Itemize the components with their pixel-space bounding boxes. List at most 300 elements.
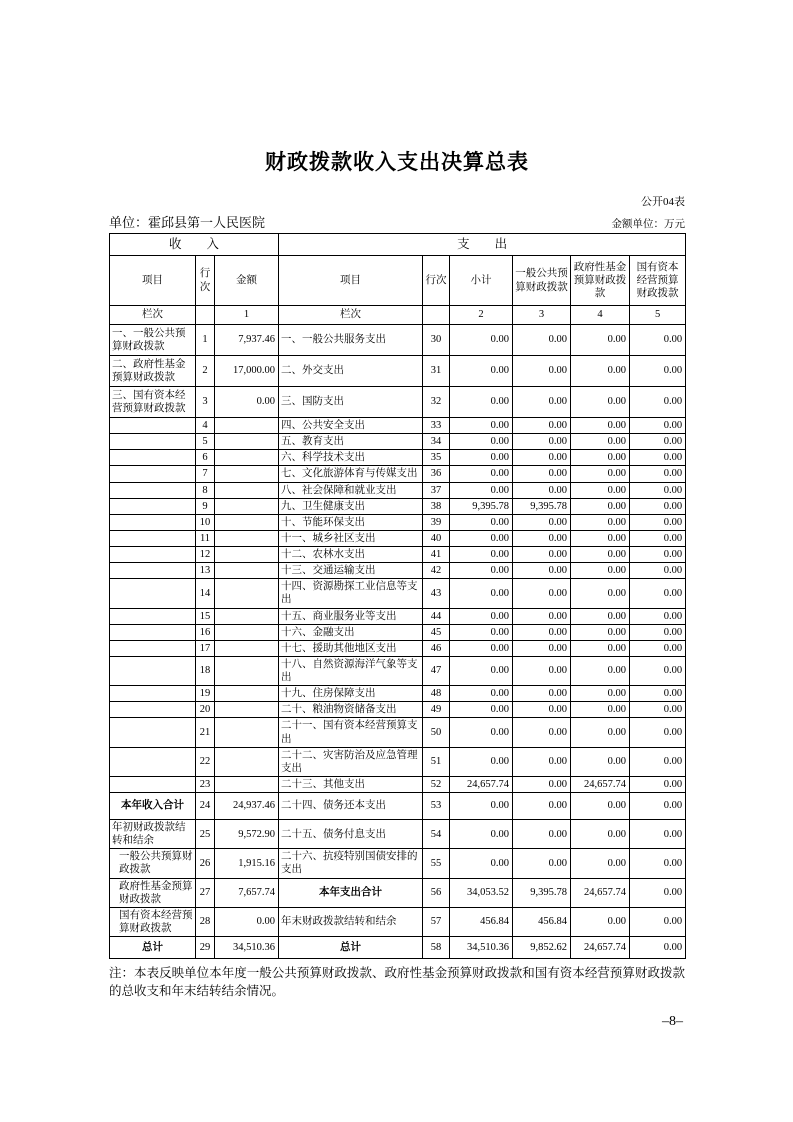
exp-row-cell: 37 xyxy=(423,482,450,498)
general-cell: 0.00 xyxy=(513,563,571,579)
exp-row-cell: 51 xyxy=(423,747,450,776)
subtotal-cell: 34,053.52 xyxy=(450,878,513,907)
income-amount-cell: 9,572.90 xyxy=(215,820,279,849)
capital-cell: 0.00 xyxy=(630,907,686,936)
capital-cell: 0.00 xyxy=(630,418,686,434)
income-item-cell xyxy=(110,718,196,747)
income-amount-cell xyxy=(215,656,279,685)
capital-cell: 0.00 xyxy=(630,466,686,482)
general-cell: 0.00 xyxy=(513,820,571,849)
table-row xyxy=(110,514,686,530)
income-item-cell xyxy=(110,547,196,563)
income-item-cell xyxy=(110,608,196,624)
exp-row-cell: 36 xyxy=(423,466,450,482)
exp-item-cell: 二十一、国有资本经营预算支出 xyxy=(279,718,423,747)
income-amount-cell: 7,657.74 xyxy=(215,878,279,907)
income-amount-cell: 34,510.36 xyxy=(215,937,279,959)
index-col-5: 5 xyxy=(630,306,686,325)
fund-cell: 0.00 xyxy=(571,640,630,656)
exp-row-cell: 44 xyxy=(423,608,450,624)
subtotal-cell: 0.00 xyxy=(450,624,513,640)
income-amount-cell xyxy=(215,608,279,624)
exp-row-cell: 52 xyxy=(423,776,450,792)
form-code-label: 公开04表 xyxy=(641,196,685,208)
income-row-cell: 4 xyxy=(196,418,215,434)
income-amount-cell: 24,937.46 xyxy=(215,793,279,820)
table-row xyxy=(110,793,686,820)
index-spacer xyxy=(196,306,215,325)
index-col-4: 4 xyxy=(571,306,630,325)
capital-cell: 0.00 xyxy=(630,530,686,546)
exp-row-cell: 45 xyxy=(423,624,450,640)
general-cell: 0.00 xyxy=(513,418,571,434)
general-cell: 0.00 xyxy=(513,624,571,640)
fund-cell: 0.00 xyxy=(571,466,630,482)
income-item-cell xyxy=(110,563,196,579)
subtotal-cell: 0.00 xyxy=(450,325,513,356)
fund-cell: 0.00 xyxy=(571,387,630,418)
general-cell: 0.00 xyxy=(513,514,571,530)
income-item-cell xyxy=(110,656,196,685)
subtotal-cell: 0.00 xyxy=(450,434,513,450)
income-amount-cell xyxy=(215,702,279,718)
exp-row-cell: 33 xyxy=(423,418,450,434)
col-header-general-budget: 一般公共预算财政拨款 xyxy=(513,256,571,306)
subtotal-cell: 0.00 xyxy=(450,702,513,718)
income-amount-cell xyxy=(215,498,279,514)
fund-cell: 0.00 xyxy=(571,702,630,718)
income-amount-cell xyxy=(215,466,279,482)
table-row xyxy=(110,747,686,776)
income-row-cell: 8 xyxy=(196,482,215,498)
income-item-cell xyxy=(110,624,196,640)
income-row-cell: 13 xyxy=(196,563,215,579)
fund-cell: 0.00 xyxy=(571,530,630,546)
col-header-income-item: 项目 xyxy=(110,256,196,306)
income-item-cell xyxy=(110,466,196,482)
general-cell: 9,395.78 xyxy=(513,878,571,907)
general-cell: 456.84 xyxy=(513,907,571,936)
income-amount-cell xyxy=(215,547,279,563)
income-item-cell xyxy=(110,747,196,776)
subtotal-cell: 0.00 xyxy=(450,718,513,747)
capital-cell: 0.00 xyxy=(630,686,686,702)
exp-item-cell: 二十六、抗疫特别国债安排的支出 xyxy=(279,849,423,878)
income-row-cell: 27 xyxy=(196,878,215,907)
capital-cell: 0.00 xyxy=(630,702,686,718)
exp-item-cell: 十五、商业服务业等支出 xyxy=(279,608,423,624)
capital-cell: 0.00 xyxy=(630,514,686,530)
subtotal-cell: 0.00 xyxy=(450,466,513,482)
income-index-label: 栏次 xyxy=(110,306,196,325)
table-row xyxy=(110,387,686,418)
table-row xyxy=(110,418,686,434)
exp-item-cell: 十八、自然资源海洋气象等支出 xyxy=(279,656,423,685)
income-row-cell: 25 xyxy=(196,820,215,849)
fund-cell: 0.00 xyxy=(571,563,630,579)
income-item-cell: 总计 xyxy=(110,937,196,959)
exp-item-cell: 八、社会保障和就业支出 xyxy=(279,482,423,498)
fund-cell: 0.00 xyxy=(571,450,630,466)
table-row xyxy=(110,820,686,849)
capital-cell: 0.00 xyxy=(630,387,686,418)
table-row xyxy=(110,498,686,514)
capital-cell: 0.00 xyxy=(630,640,686,656)
document-sheet xyxy=(109,0,685,1030)
exp-row-cell: 57 xyxy=(423,907,450,936)
exp-row-cell: 39 xyxy=(423,514,450,530)
general-cell: 0.00 xyxy=(513,356,571,387)
income-amount-cell xyxy=(215,624,279,640)
exp-row-cell: 47 xyxy=(423,656,450,685)
subtotal-cell: 0.00 xyxy=(450,686,513,702)
subtotal-cell: 0.00 xyxy=(450,547,513,563)
income-row-cell: 29 xyxy=(196,937,215,959)
income-row-cell: 5 xyxy=(196,434,215,450)
income-row-cell: 11 xyxy=(196,530,215,546)
table-row xyxy=(110,579,686,608)
capital-cell: 0.00 xyxy=(630,624,686,640)
table-row xyxy=(110,686,686,702)
table-row xyxy=(110,466,686,482)
fund-cell: 0.00 xyxy=(571,656,630,685)
general-cell: 0.00 xyxy=(513,656,571,685)
exp-item-cell: 六、科学技术支出 xyxy=(279,450,423,466)
income-row-cell: 9 xyxy=(196,498,215,514)
income-row-cell: 22 xyxy=(196,747,215,776)
table-row xyxy=(110,325,686,356)
exp-item-cell: 五、教育支出 xyxy=(279,434,423,450)
index-col-1: 1 xyxy=(215,306,279,325)
fund-cell: 0.00 xyxy=(571,718,630,747)
table-row xyxy=(110,530,686,546)
exp-row-cell: 56 xyxy=(423,878,450,907)
income-row-cell: 20 xyxy=(196,702,215,718)
fund-cell: 0.00 xyxy=(571,418,630,434)
fund-cell: 0.00 xyxy=(571,793,630,820)
subtotal-cell: 0.00 xyxy=(450,450,513,466)
income-item-cell xyxy=(110,434,196,450)
exp-row-cell: 48 xyxy=(423,686,450,702)
general-cell: 0.00 xyxy=(513,608,571,624)
subtotal-cell: 0.00 xyxy=(450,530,513,546)
fund-cell: 0.00 xyxy=(571,686,630,702)
income-item-cell xyxy=(110,450,196,466)
capital-cell: 0.00 xyxy=(630,793,686,820)
exp-row-cell: 34 xyxy=(423,434,450,450)
table-row xyxy=(110,356,686,387)
exp-row-cell: 35 xyxy=(423,450,450,466)
income-amount-cell xyxy=(215,747,279,776)
index-col-2: 2 xyxy=(450,306,513,325)
col-header-income-amount: 金额 xyxy=(215,256,279,306)
exp-item-cell: 十六、金融支出 xyxy=(279,624,423,640)
exp-item-cell: 十九、住房保障支出 xyxy=(279,686,423,702)
exp-row-cell: 53 xyxy=(423,793,450,820)
capital-cell: 0.00 xyxy=(630,325,686,356)
income-item-cell: 本年收入合计 xyxy=(110,793,196,820)
fund-cell: 0.00 xyxy=(571,498,630,514)
capital-cell: 0.00 xyxy=(630,579,686,608)
income-row-cell: 15 xyxy=(196,608,215,624)
income-row-cell: 7 xyxy=(196,466,215,482)
general-cell: 0.00 xyxy=(513,702,571,718)
subtotal-cell: 0.00 xyxy=(450,418,513,434)
income-item-cell xyxy=(110,686,196,702)
general-cell: 9,395.78 xyxy=(513,498,571,514)
index-col-3: 3 xyxy=(513,306,571,325)
subtotal-cell: 24,657.74 xyxy=(450,776,513,792)
meta-row xyxy=(109,212,685,231)
fund-cell: 24,657.74 xyxy=(571,878,630,907)
exp-item-cell: 四、公共安全支出 xyxy=(279,418,423,434)
income-item-cell xyxy=(110,530,196,546)
exp-row-cell: 30 xyxy=(423,325,450,356)
income-row-cell: 1 xyxy=(196,325,215,356)
col-header-state-capital: 国有资本经营预算财政拨款 xyxy=(630,256,686,306)
income-row-cell: 26 xyxy=(196,849,215,878)
exp-row-cell: 38 xyxy=(423,498,450,514)
income-row-cell: 16 xyxy=(196,624,215,640)
section-header-row xyxy=(110,234,686,256)
exp-item-cell: 二十四、债务还本支出 xyxy=(279,793,423,820)
subtotal-cell: 9,395.78 xyxy=(450,498,513,514)
general-cell: 0.00 xyxy=(513,747,571,776)
income-amount-cell xyxy=(215,418,279,434)
capital-cell: 0.00 xyxy=(630,498,686,514)
exp-item-cell: 十、节能环保支出 xyxy=(279,514,423,530)
table-row xyxy=(110,547,686,563)
table-row xyxy=(110,563,686,579)
capital-cell: 0.00 xyxy=(630,563,686,579)
exp-row-cell: 58 xyxy=(423,937,450,959)
col-header-gov-fund: 政府性基金预算财政拨款 xyxy=(571,256,630,306)
general-cell: 0.00 xyxy=(513,482,571,498)
income-row-cell: 12 xyxy=(196,547,215,563)
column-index-row xyxy=(110,306,686,325)
exp-row-cell: 50 xyxy=(423,718,450,747)
exp-item-cell: 二十五、债务付息支出 xyxy=(279,820,423,849)
exp-row-cell: 46 xyxy=(423,640,450,656)
table-row xyxy=(110,718,686,747)
table-row xyxy=(110,937,686,959)
fund-cell: 0.00 xyxy=(571,514,630,530)
exp-row-cell: 49 xyxy=(423,702,450,718)
general-cell: 0.00 xyxy=(513,718,571,747)
income-item-cell: 一、一般公共预算财政拨款 xyxy=(110,325,196,356)
col-header-income-row: 行次 xyxy=(196,256,215,306)
income-amount-cell xyxy=(215,450,279,466)
exp-item-cell: 十四、资源勘探工业信息等支出 xyxy=(279,579,423,608)
income-row-cell: 10 xyxy=(196,514,215,530)
income-amount-cell: 7,937.46 xyxy=(215,325,279,356)
income-amount-cell: 0.00 xyxy=(215,387,279,418)
income-amount-cell xyxy=(215,718,279,747)
exp-row-cell: 43 xyxy=(423,579,450,608)
col-header-subtotal: 小计 xyxy=(450,256,513,306)
capital-cell: 0.00 xyxy=(630,747,686,776)
general-cell: 0.00 xyxy=(513,686,571,702)
fund-cell: 0.00 xyxy=(571,849,630,878)
exp-item-cell: 二十、粮油物资储备支出 xyxy=(279,702,423,718)
col-header-exp-item: 项目 xyxy=(279,256,423,306)
fund-cell: 24,657.74 xyxy=(571,776,630,792)
table-row xyxy=(110,624,686,640)
fund-cell: 0.00 xyxy=(571,579,630,608)
income-item-cell: 一般公共预算财政拨款 xyxy=(110,849,196,878)
exp-row-cell: 42 xyxy=(423,563,450,579)
expenditure-section-header: 支 出 xyxy=(279,234,686,256)
table-row xyxy=(110,482,686,498)
exp-item-cell: 年末财政拨款结转和结余 xyxy=(279,907,423,936)
exp-row-cell: 32 xyxy=(423,387,450,418)
exp-row-cell: 55 xyxy=(423,849,450,878)
income-amount-cell xyxy=(215,514,279,530)
income-row-cell: 3 xyxy=(196,387,215,418)
income-item-cell xyxy=(110,498,196,514)
capital-cell: 0.00 xyxy=(630,937,686,959)
table-row xyxy=(110,434,686,450)
fund-cell: 0.00 xyxy=(571,356,630,387)
amount-unit-label: 金额单位：万元 xyxy=(611,219,685,230)
income-amount-cell: 1,915.16 xyxy=(215,849,279,878)
capital-cell: 0.00 xyxy=(630,547,686,563)
subtotal-cell: 0.00 xyxy=(450,356,513,387)
income-row-cell: 28 xyxy=(196,907,215,936)
income-row-cell: 2 xyxy=(196,356,215,387)
income-row-cell: 14 xyxy=(196,579,215,608)
income-item-cell: 国有资本经营预算财政拨款 xyxy=(110,907,196,936)
exp-item-cell: 一、一般公共服务支出 xyxy=(279,325,423,356)
subtotal-cell: 0.00 xyxy=(450,747,513,776)
capital-cell: 0.00 xyxy=(630,776,686,792)
table-row xyxy=(110,608,686,624)
capital-cell: 0.00 xyxy=(630,849,686,878)
income-amount-cell xyxy=(215,434,279,450)
income-amount-cell xyxy=(215,579,279,608)
exp-item-cell: 九、卫生健康支出 xyxy=(279,498,423,514)
subtotal-cell: 0.00 xyxy=(450,793,513,820)
general-cell: 9,852.62 xyxy=(513,937,571,959)
fund-cell: 0.00 xyxy=(571,747,630,776)
fund-cell: 0.00 xyxy=(571,608,630,624)
fund-cell: 0.00 xyxy=(571,325,630,356)
general-cell: 0.00 xyxy=(513,466,571,482)
subtotal-cell: 0.00 xyxy=(450,563,513,579)
exp-item-cell: 十一、城乡社区支出 xyxy=(279,530,423,546)
general-cell: 0.00 xyxy=(513,640,571,656)
income-item-cell xyxy=(110,776,196,792)
capital-cell: 0.00 xyxy=(630,718,686,747)
exp-row-cell: 54 xyxy=(423,820,450,849)
table-row xyxy=(110,849,686,878)
income-item-cell xyxy=(110,579,196,608)
exp-item-cell: 七、文化旅游体育与传媒支出 xyxy=(279,466,423,482)
table-row xyxy=(110,450,686,466)
general-cell: 0.00 xyxy=(513,387,571,418)
table-row xyxy=(110,776,686,792)
income-row-cell: 23 xyxy=(196,776,215,792)
subtotal-cell: 0.00 xyxy=(450,849,513,878)
exp-index-label: 栏次 xyxy=(279,306,423,325)
exp-item-cell: 总计 xyxy=(279,937,423,959)
income-amount-cell xyxy=(215,482,279,498)
subtotal-cell: 0.00 xyxy=(450,656,513,685)
general-cell: 0.00 xyxy=(513,849,571,878)
capital-cell: 0.00 xyxy=(630,356,686,387)
subtotal-cell: 0.00 xyxy=(450,579,513,608)
capital-cell: 0.00 xyxy=(630,878,686,907)
income-row-cell: 18 xyxy=(196,656,215,685)
exp-item-cell: 十三、交通运输支出 xyxy=(279,563,423,579)
general-cell: 0.00 xyxy=(513,450,571,466)
income-amount-cell: 17,000.00 xyxy=(215,356,279,387)
exp-item-cell: 三、国防支出 xyxy=(279,387,423,418)
exp-item-cell: 二十二、灾害防治及应急管理支出 xyxy=(279,747,423,776)
exp-item-cell: 二、外交支出 xyxy=(279,356,423,387)
subtotal-cell: 0.00 xyxy=(450,514,513,530)
income-section-header: 收 入 xyxy=(110,234,279,256)
table-row xyxy=(110,878,686,907)
general-cell: 0.00 xyxy=(513,547,571,563)
exp-item-cell: 二十三、其他支出 xyxy=(279,776,423,792)
income-row-cell: 17 xyxy=(196,640,215,656)
exp-row-cell: 40 xyxy=(423,530,450,546)
index-spacer xyxy=(423,306,450,325)
income-amount-cell: 0.00 xyxy=(215,907,279,936)
fund-cell: 0.00 xyxy=(571,624,630,640)
capital-cell: 0.00 xyxy=(630,656,686,685)
table-row xyxy=(110,640,686,656)
income-item-cell xyxy=(110,702,196,718)
income-item-cell xyxy=(110,514,196,530)
column-header-row xyxy=(110,256,686,306)
income-row-cell: 19 xyxy=(196,686,215,702)
capital-cell: 0.00 xyxy=(630,608,686,624)
subtotal-cell: 0.00 xyxy=(450,387,513,418)
income-amount-cell xyxy=(215,776,279,792)
fund-cell: 0.00 xyxy=(571,547,630,563)
exp-item-cell: 本年支出合计 xyxy=(279,878,423,907)
general-cell: 0.00 xyxy=(513,579,571,608)
income-row-cell: 24 xyxy=(196,793,215,820)
general-cell: 0.00 xyxy=(513,793,571,820)
fund-cell: 0.00 xyxy=(571,482,630,498)
page-number: –8– xyxy=(662,1014,683,1030)
exp-row-cell: 41 xyxy=(423,547,450,563)
income-item-cell: 二、政府性基金预算财政拨款 xyxy=(110,356,196,387)
income-item-cell: 年初财政拨款结转和结余 xyxy=(110,820,196,849)
income-row-cell: 6 xyxy=(196,450,215,466)
page-title: 财政拨款收入支出决算总表 xyxy=(265,150,529,174)
col-header-exp-row: 行次 xyxy=(423,256,450,306)
general-cell: 0.00 xyxy=(513,776,571,792)
table-body xyxy=(110,325,686,959)
fund-cell: 0.00 xyxy=(571,907,630,936)
exp-item-cell: 十二、农林水支出 xyxy=(279,547,423,563)
capital-cell: 0.00 xyxy=(630,482,686,498)
capital-cell: 0.00 xyxy=(630,450,686,466)
subtotal-cell: 34,510.36 xyxy=(450,937,513,959)
subtotal-cell: 456.84 xyxy=(450,907,513,936)
subtotal-cell: 0.00 xyxy=(450,482,513,498)
subtotal-cell: 0.00 xyxy=(450,640,513,656)
income-amount-cell xyxy=(215,563,279,579)
income-item-cell: 三、国有资本经营预算财政拨款 xyxy=(110,387,196,418)
fiscal-table xyxy=(109,233,686,959)
income-item-cell xyxy=(110,482,196,498)
capital-cell: 0.00 xyxy=(630,820,686,849)
